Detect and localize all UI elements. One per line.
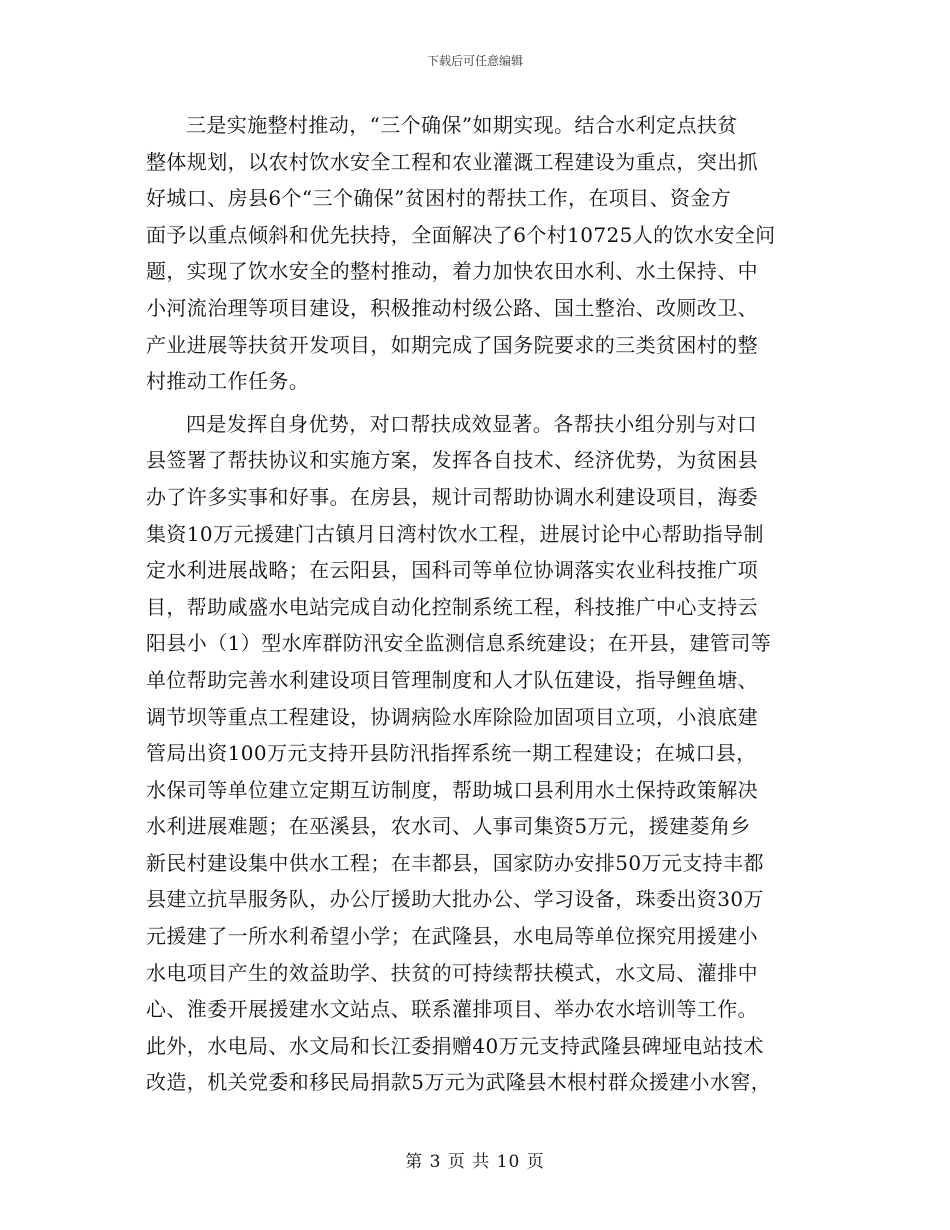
paragraph-1-line-2: 整体规划，以农村饮水安全工程和农业灌溉工程建设为重点，突出抓 xyxy=(146,149,758,174)
paragraph-1-line-6: 小河流治理等项目建设，积极推动村级公路、国土整治、改厕改卫、 xyxy=(146,295,758,320)
paragraph-2-line-9: 调节坝等重点工程建设，协调病险水库除险加固项目立项，小浪底建 xyxy=(146,704,758,729)
body-text xyxy=(146,107,806,1101)
paragraph-2-line-3: 办了许多实事和好事。在房县，规计司帮助协调水利建设项目，海委 xyxy=(146,484,758,509)
page-header: 下载后可任意编辑 xyxy=(426,54,523,68)
paragraph-2-line-16: 水电项目产生的效益助学、扶贫的可持续帮扶模式，水文局、灌排中 xyxy=(146,960,758,985)
paragraph-1-line-3: 好城口、房县6个“三个确保”贫困村的帮扶工作，在项目、资金方 xyxy=(146,186,732,211)
paragraph-2-line-8: 单位帮助完善水利建设项目管理制度和人才队伍建设，指导鲤鱼塘、 xyxy=(146,667,758,692)
paragraph-1-line-4: 面予以重点倾斜和优先扶持，全面解决了6个村10725人的饮水安全问 xyxy=(146,222,776,247)
paragraph-2-line-2: 县签署了帮扶协议和实施方案，发挥各自技术、经济优势，为贫困县 xyxy=(146,448,758,473)
page-footer: 第 3 页 共 10 页 xyxy=(405,1152,545,1172)
paragraph-2-line-13: 新民村建设集中供水工程；在丰都县，国家防办安排50万元支持丰都 xyxy=(146,850,764,875)
paragraph-2-line-12: 水利进展难题；在巫溪县，农水司、人事司集资5万元，援建菱角乡 xyxy=(146,814,751,839)
paragraph-2-line-18: 此外，水电局、水文局和长江委捐赠40万元支持武隆县碑垭电站技术 xyxy=(146,1033,764,1058)
paragraph-1-line-8: 村推动工作任务。 xyxy=(146,369,310,394)
paragraph-2-line-7: 阳县小（1）型水库群防汛安全监测信息系统建设；在开县，建管司等 xyxy=(146,631,772,656)
paragraph-2-line-6: 目，帮助咸盛水电站完成自动化控制系统工程，科技推广中心支持云 xyxy=(146,594,758,619)
paragraph-2-line-19: 改造，机关党委和移民局捐款5万元为武隆县木根村群众援建小水窖， xyxy=(146,1070,772,1095)
paragraph-2-line-4: 集资10万元援建门古镇月日湾村饮水工程，进展讨论中心帮助指导制 xyxy=(146,521,764,546)
paragraph-2-line-17: 心、淮委开展援建水文站点、联系灌排项目、举办农水培训等工作。 xyxy=(146,997,758,1022)
paragraph-1-line-7: 产业进展等扶贫开发项目，如期完成了国务院要求的三类贫困村的整 xyxy=(146,332,758,357)
paragraph-2-line-11: 水保司等单位建立定期互访制度，帮助城口县利用水土保持政策解决 xyxy=(146,777,758,802)
paragraph-2-line-10: 管局出资100万元支持开县防汛指挥系统一期工程建设；在城口县， xyxy=(146,741,757,766)
paragraph-2-line-1: 四是发挥自身优势，对口帮扶成效显著。各帮扶小组分别与对口 xyxy=(186,411,758,436)
paragraph-2-line-5: 定水利进展战略；在云阳县，国科司等单位协调落实农业科技推广项 xyxy=(146,558,758,583)
paragraph-1-line-5: 题，实现了饮水安全的整村推动，着力加快农田水利、水土保持、中 xyxy=(146,259,758,284)
paragraph-2-line-14: 县建立抗旱服务队，办公厅援助大批办公、学习设备，珠委出资30万 xyxy=(146,887,764,912)
paragraph-1-line-1: 三是实施整村推动，“三个确保”如期实现。结合水利定点扶贫 xyxy=(186,113,738,137)
paragraph-2-line-15: 元援建了一所水利希望小学；在武隆县，水电局等单位探究用援建小 xyxy=(146,924,758,949)
